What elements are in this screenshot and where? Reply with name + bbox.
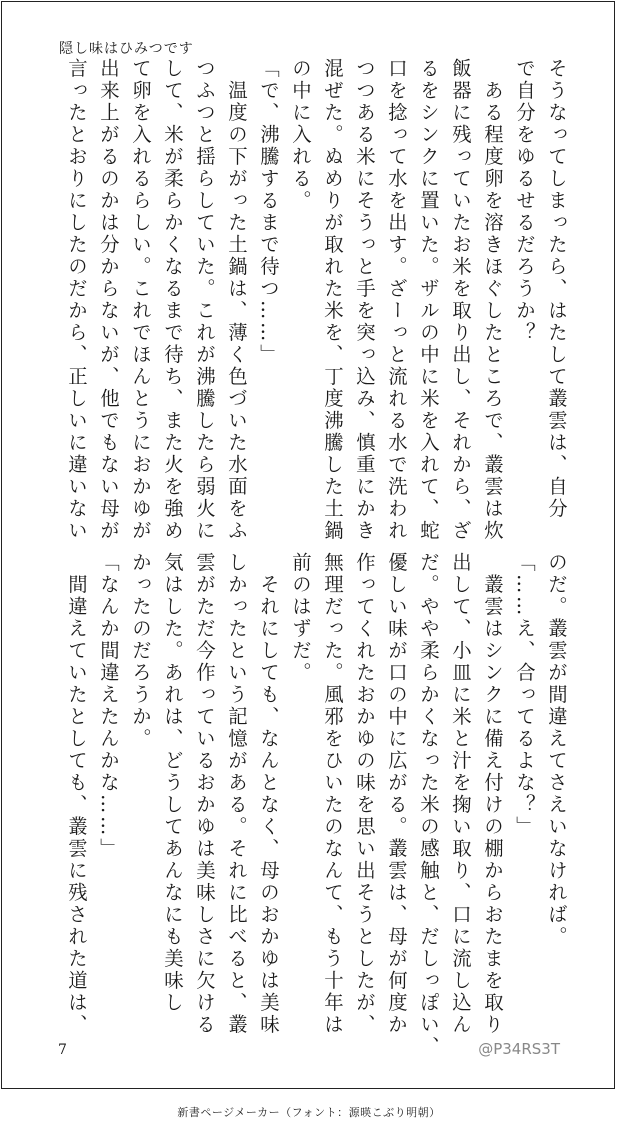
text-column: で自分をゆるせるだろうか？ bbox=[513, 58, 536, 344]
text-column: 優しい味が口の中に広がる。叢雲は、母が何度か bbox=[385, 552, 408, 1036]
text-column: 口を捻って水を出す。ざーっと流れる水で洗われ bbox=[385, 58, 408, 542]
text-column: て卵を入れるらしい。これでほんとうにおかゆが bbox=[129, 58, 152, 542]
text-column: 温度の下がった土鍋は、薄く色づいた水面をふ bbox=[225, 58, 248, 542]
text-column: して、米が柔らかくなるまで待ち、また火を強め bbox=[161, 58, 184, 542]
text-column: 無理だった。風邪をひいたのなんて、もう十年は bbox=[321, 552, 344, 1036]
text-column: 飯器に残っていたお米を取り出し、それから、ざ bbox=[449, 58, 472, 542]
text-column: そうなってしまったら、はたして叢雲は、自分 bbox=[545, 58, 568, 520]
book-page bbox=[1, 1, 615, 1089]
text-column: 気はした。あれは、どうしてあんなにも美味し bbox=[161, 552, 184, 1014]
text-column: 出来上がるのかは分からないが、他でもない母が bbox=[97, 58, 120, 542]
text-column: つつある米にそうっと手を突っ込み、慎重にかき bbox=[353, 58, 376, 542]
text-column: 言ったとおりにしたのだから、正しいに違いない bbox=[65, 58, 88, 542]
text-column: 前のはずだ。 bbox=[289, 552, 312, 684]
text-column: 叢雲はシンクに備え付けの棚からおたまを取り bbox=[481, 552, 504, 1036]
text-column: るをシンクに置いた。ザルの中に米を入れて、蛇 bbox=[417, 58, 440, 542]
text-column: しかったという記憶がある。それに比べると、叢 bbox=[225, 552, 248, 1036]
text-column: のだ。叢雲が間違えてさえいなければ。 bbox=[545, 552, 568, 948]
text-column: かったのだろうか。 bbox=[129, 552, 152, 750]
text-column: だ。やや柔らかくなった米の感触と、だしっぽい、 bbox=[417, 552, 440, 1058]
text-column: ある程度卵を溶きほぐしたところで、叢雲は炊 bbox=[481, 58, 504, 542]
author-handle: @P34RS3T bbox=[478, 1040, 560, 1058]
text-column: 「……え、合ってるよな？」 bbox=[513, 552, 536, 838]
text-column: 「なんか間違えたんかな……」 bbox=[97, 552, 120, 860]
text-column: それにしても、なんとなく、母のおかゆは美味 bbox=[257, 552, 280, 1036]
footer-credit: 新書ページメーカー（フォント：源暎こぶり明朝） bbox=[177, 1106, 441, 1119]
text-column: 作ってくれたおかゆの味を思い出そうとしたが、 bbox=[353, 552, 376, 1036]
text-column: 出して、小皿に米と汁を掬い取り、口に流し込ん bbox=[449, 552, 472, 1036]
text-column: の中に入れる。 bbox=[289, 58, 312, 212]
page-title: 隠し味はひみつです bbox=[59, 41, 194, 57]
text-column: つふつと揺らしていた。これが沸騰したら弱火に bbox=[193, 58, 216, 542]
text-column: 雲がただ今作っているおかゆは美味しさに欠ける bbox=[193, 552, 216, 1036]
text-column: 間違えていたとしても、叢雲に残された道は、 bbox=[65, 552, 88, 1036]
text-column: 混ぜた。ぬめりが取れた米を、丁度沸騰した土鍋 bbox=[321, 58, 344, 542]
page-number: 7 bbox=[58, 1042, 67, 1058]
text-column: 「で、沸騰するまで待つ……」 bbox=[257, 58, 280, 366]
